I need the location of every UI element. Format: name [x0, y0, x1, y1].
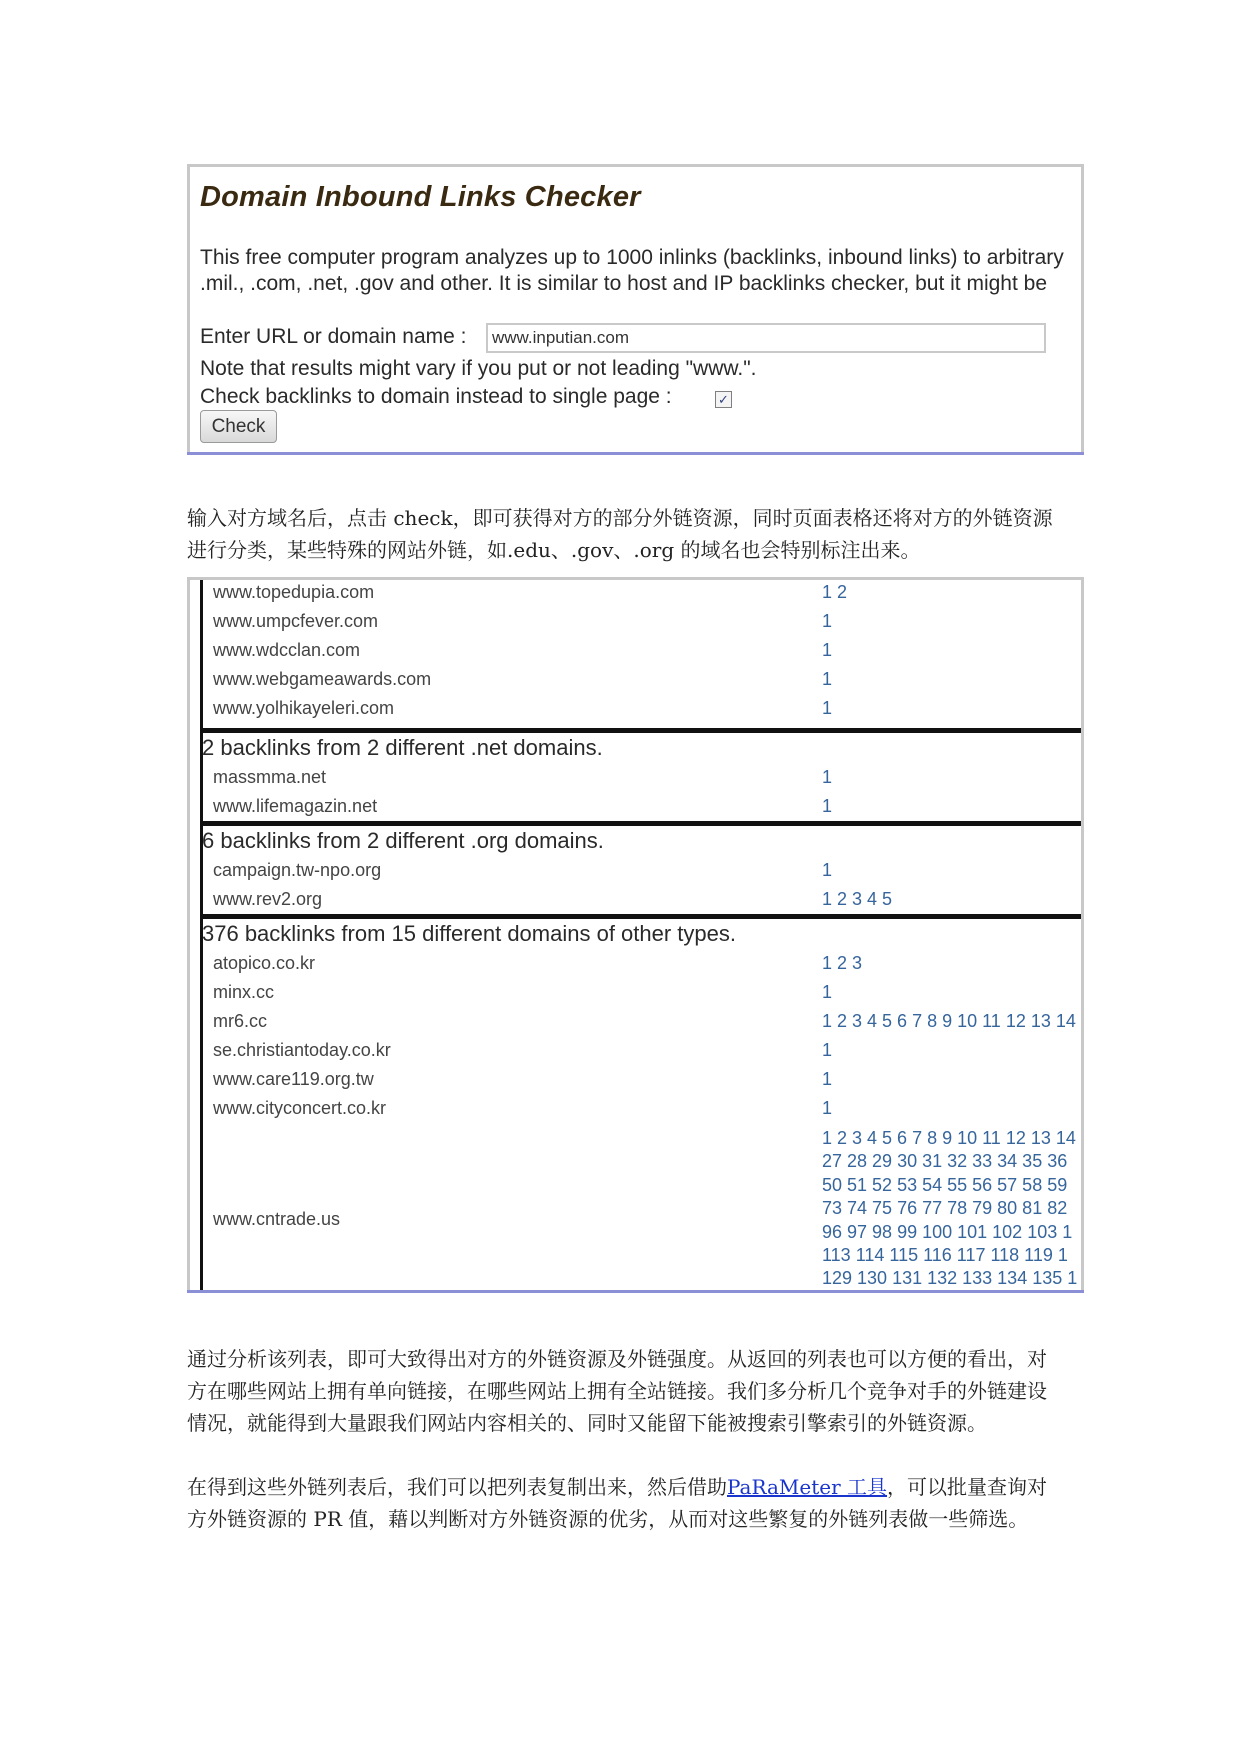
table-row [190, 696, 1081, 725]
row-links[interactable]: 1 [822, 982, 833, 1002]
row-domain[interactable]: www.umpcfever.com [213, 611, 379, 631]
frame-underline [187, 1290, 1084, 1293]
table-row [190, 638, 1081, 667]
row-links[interactable]: 1 2 [822, 582, 848, 602]
row-domain[interactable]: massmma.net [213, 767, 327, 787]
row-links-line[interactable]: 1 2 3 4 5 6 7 8 9 10 11 12 13 14 [822, 1128, 1076, 1148]
row-links[interactable]: 1 [822, 640, 833, 660]
table-row [190, 1038, 1081, 1067]
row-domain[interactable]: mr6.cc [213, 1011, 267, 1031]
row-domain[interactable]: minx.cc [213, 982, 275, 1002]
intro-paragraph: 输入对方域名后，点击 check，即可获得对方的部分外链资源，同时页面表格还将对方的外链资源进行分类，某些特殊的网站外链，如.edu、.gov、.org 的域名也会特别标注出来。 [187, 506, 1053, 562]
row-links[interactable]: 1 [822, 698, 833, 718]
row-domain[interactable]: www.topedupia.com [213, 582, 375, 602]
frame-underline [187, 452, 1084, 455]
row-links[interactable]: 1 [822, 767, 833, 787]
analysis-paragraph: 通过分析该列表，即可大致得出对方的外链资源及外链强度。从返回的列表也可以方便的看出，对方在哪些网站上拥有单向链接，在哪些网站上拥有全站链接。我们多分析几个竞争对手的外链建设情况，就能得到大量跟我们网站内容相关的、同时又能留下能被搜索引擎索引的外链资源。 [187, 1347, 1047, 1435]
row-domain[interactable]: atopico.co.kr [213, 953, 316, 973]
table-row [190, 1096, 1081, 1125]
row-links-line[interactable]: 73 74 75 76 77 78 79 80 81 82 [822, 1198, 1068, 1219]
section-header-other: 376 backlinks from 15 different domains of other types. [202, 921, 736, 946]
row-domain[interactable]: www.lifemagazin.net [213, 796, 378, 816]
row-links[interactable]: 1 [822, 1098, 833, 1118]
row-domain[interactable]: www.rev2.org [213, 889, 323, 909]
table-row [190, 765, 1081, 794]
row-links-line[interactable]: 96 97 98 99 100 101 102 103 1 [822, 1221, 1073, 1242]
url-label: Enter URL or domain name : [200, 325, 467, 348]
row-domain[interactable]: campaign.tw-npo.org [213, 860, 382, 880]
row-links[interactable]: 1 [822, 669, 833, 689]
table-row [190, 580, 1081, 609]
row-domain[interactable]: www.wdcclan.com [213, 640, 361, 660]
checker-description-line: .mil., .com, .net, .gov and other. It is similar to host and IP backlinks checker, but it might be [200, 272, 1048, 295]
table-row-cntrade [190, 1127, 1081, 1292]
table-row [190, 858, 1081, 887]
results-screenshot [187, 577, 1084, 1292]
row-links-line[interactable]: 27 28 29 30 31 32 33 34 35 36 [822, 1151, 1068, 1172]
row-links[interactable]: 1 [822, 1040, 833, 1060]
row-links-multiline [822, 1127, 1077, 1291]
note-text: Note that results might vary if you put or not leading "www.". [200, 357, 757, 380]
table-row [190, 1067, 1081, 1096]
table-row [190, 667, 1081, 696]
tool-paragraph [187, 1471, 1057, 1535]
table-row [190, 980, 1081, 1009]
row-links[interactable]: 1 2 3 4 5 6 7 8 9 10 11 12 13 14 [822, 1011, 1076, 1031]
table-row [190, 794, 1081, 823]
table-row [190, 609, 1081, 638]
url-input[interactable] [486, 323, 1046, 353]
domain-checkbox[interactable]: ✓ [715, 391, 732, 408]
row-links-line[interactable]: 113 114 115 116 117 118 119 1 [822, 1245, 1068, 1266]
row-links[interactable]: 1 [822, 1069, 833, 1089]
table-row [190, 951, 1081, 980]
domain-check-label: Check backlinks to domain instead to single page : [200, 385, 672, 408]
row-domain[interactable]: www.cityconcert.co.kr [213, 1098, 387, 1118]
section-divider [200, 728, 1081, 733]
table-row [190, 1009, 1081, 1038]
parameter-tool-link[interactable]: PaRaMeter 工具 [727, 1475, 888, 1499]
row-links[interactable]: 1 2 3 4 5 [822, 889, 893, 909]
row-links[interactable]: 1 [822, 796, 833, 816]
row-links-line[interactable]: 50 51 52 53 54 55 56 57 58 59 [822, 1174, 1068, 1195]
row-domain[interactable]: www.care119.org.tw [213, 1069, 374, 1089]
row-domain[interactable]: www.yolhikayeleri.com [213, 698, 395, 718]
row-domain[interactable]: se.christiantoday.co.kr [213, 1040, 391, 1060]
section-divider [200, 821, 1081, 826]
checker-description [200, 245, 1064, 297]
row-domain[interactable]: www.webgameawards.com [213, 669, 432, 689]
row-domain[interactable]: www.cntrade.us [213, 1209, 341, 1229]
tool-paragraph-after: ，可以批量查询对方外链资源的 PR 值，藉以判断对方外链资源的优劣，从而对这些繁复的外链列表做一些筛选。 [187, 1475, 1048, 1531]
checker-description-line: This free computer program analyzes up to 1000 inlinks (backlinks, inbound links) to arbitrary [200, 246, 1064, 269]
section-header-org: 6 backlinks from 2 different .org domains. [202, 828, 604, 853]
row-links[interactable]: 1 [822, 611, 833, 631]
section-divider [200, 914, 1081, 919]
section-header-net: 2 backlinks from 2 different .net domains. [202, 735, 603, 760]
tool-paragraph-before: 在得到这些外链列表后，我们可以把列表复制出来，然后借助 [187, 1475, 727, 1499]
row-links[interactable]: 1 2 3 [822, 953, 863, 973]
row-links[interactable]: 1 [822, 860, 833, 880]
row-links-line[interactable]: 129 130 131 132 133 134 135 1 [822, 1268, 1078, 1289]
checker-screenshot [187, 164, 1084, 454]
check-button[interactable]: Check [200, 410, 277, 443]
checker-title: Domain Inbound Links Checker [200, 181, 641, 213]
table-row [190, 887, 1081, 916]
